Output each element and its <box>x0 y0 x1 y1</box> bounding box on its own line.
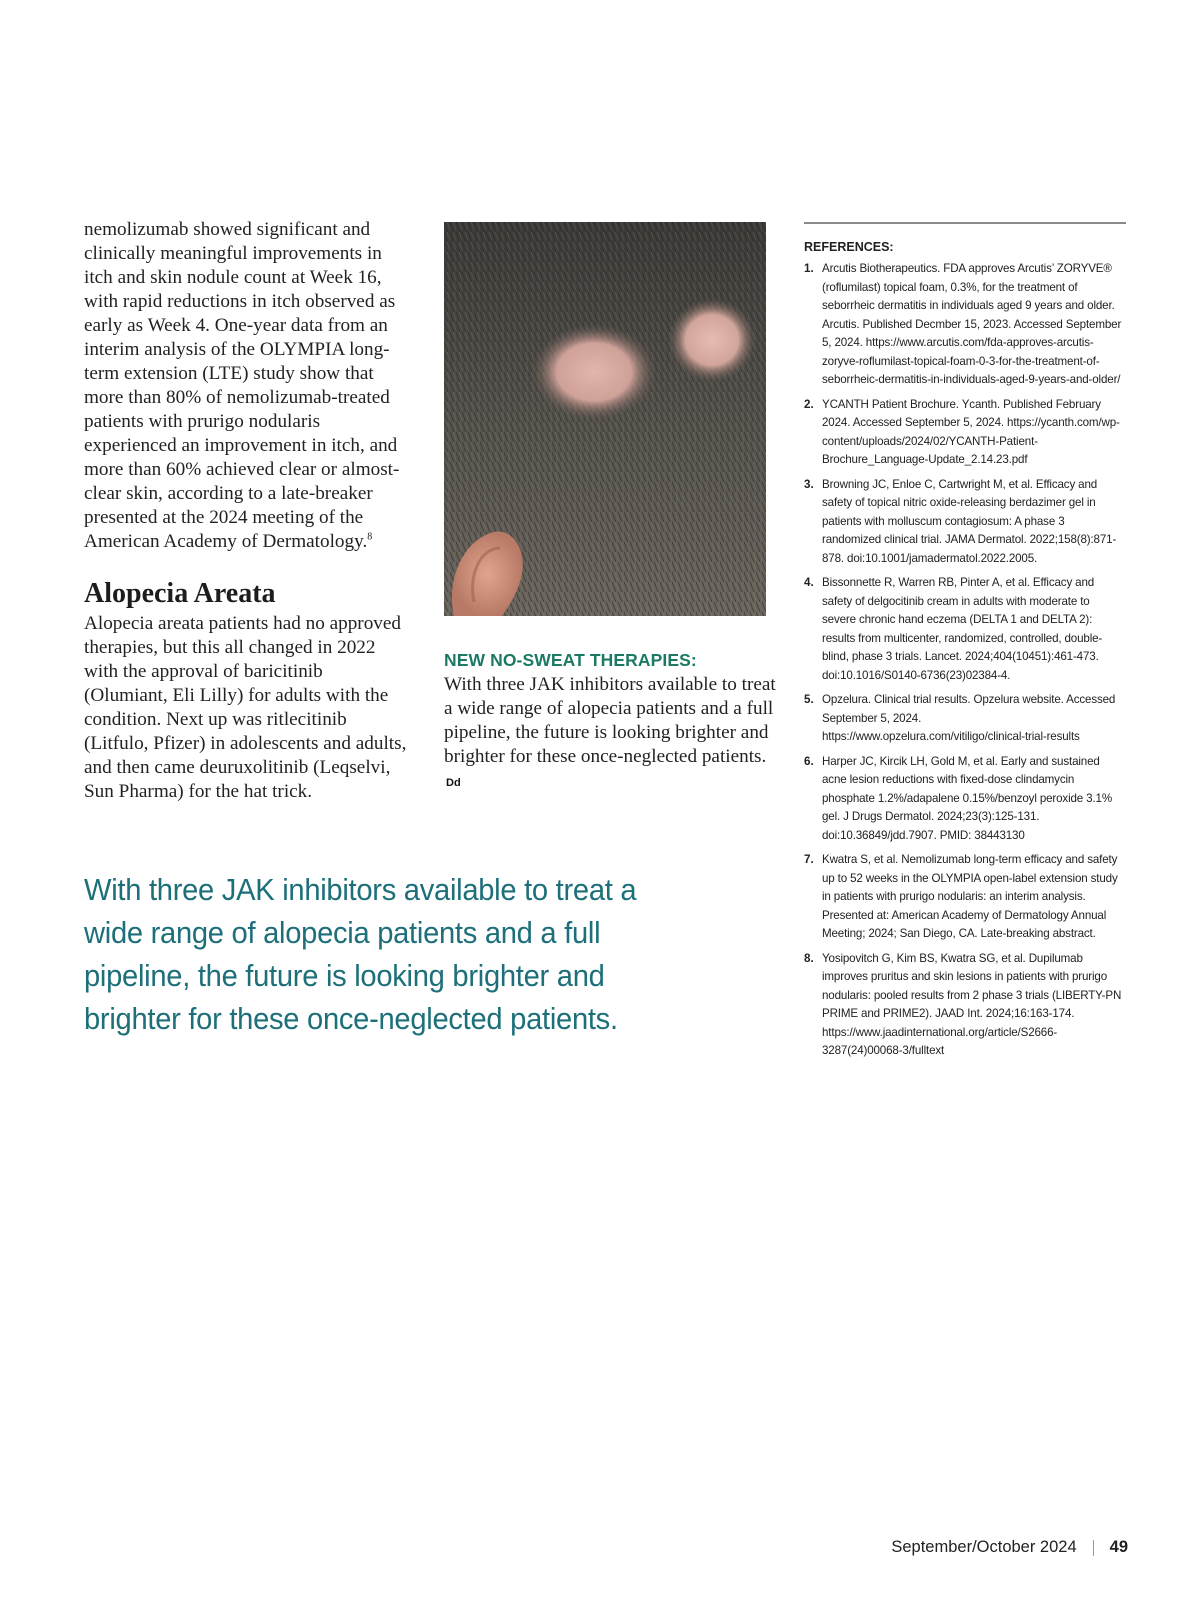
caption-text <box>444 673 778 795</box>
references-list <box>804 260 1126 1061</box>
reference-number: 4. <box>804 576 814 589</box>
caption-title: NEW NO-SWEAT THERAPIES: <box>444 650 697 670</box>
reference-item <box>804 476 1126 569</box>
reference-item <box>804 260 1126 390</box>
reference-item <box>804 396 1126 470</box>
section-heading: Alopecia Areata <box>84 578 276 609</box>
reference-text: YCANTH Patient Brochure. Ycanth. Published February 2024. Accessed September 5, 2024. https://ycanth.com/wp-content/uploads/2024/02/YCANTH-Patient-Brochure_Language-Update_2.14.23.pdf <box>822 397 1120 466</box>
body-paragraph-2: Alopecia areata patients had no approved therapies, but this all changed in 2022 with the approval of baricitinib (Olumiant, Eli Lilly) for adults with the condition. Next up was ritlecitinib (Litfulo, Pfizer) in adolescents and adults, and then came deuruxolitinib (Leqselvi, Sun Pharma) for the hat trick. <box>84 613 407 802</box>
reference-number: 3. <box>804 477 814 491</box>
reference-number: 6. <box>804 754 814 768</box>
reference-item <box>804 851 1126 944</box>
reference-text: Opzelura. Clinical trial results. Opzelura website. Accessed September 5, 2024. https://www.opzelura.com/vitiligo/clinical-trial-results <box>822 693 1116 743</box>
issue-date: September/October 2024 <box>891 1538 1077 1556</box>
reference-number: 5. <box>804 693 814 706</box>
pull-quote: With three JAK inhibitors available to treat a wide range of alopecia patients and a full pipeline, the future is looking brighter and brighter for these once-neglected patients. <box>84 872 637 1036</box>
reference-text: Harper JC, Kircik LH, Gold M, et al. Early and sustained acne lesion reductions with fixed-dose clindamycin phosphate 1.2%/adapalene 0.15%/benzoyl peroxide 3.1% gel. J Drugs Dermatol. 2024;23(3):125-131. doi:10.36849/jdd.7907. PMID: 38443130 <box>822 754 1112 842</box>
references-section <box>804 222 1126 1067</box>
reference-text: Yosipovitch G, Kim BS, Kwatra SG, et al. Dupilumab improves pruritus and skin lesions in patients with prurigo nodularis: pooled results from 2 phase 3 trials (LIBERTY-PN PRIME and PRIME2). JAAD Int. 2024;16:163-174. https://www.jaadinternational.org/article/S2666-3287(24)00068-3/fulltext <box>822 951 1122 1057</box>
references-title: REFERENCES: <box>804 240 894 254</box>
caption-body: With three JAK inhibitors available to treat a wide range of alopecia patients and a full pipeline, the future is looking brighter and brighter for these once-neglected patients. <box>444 674 776 767</box>
body-paragraph-1 <box>84 218 410 554</box>
reference-text: Kwatra S, et al. Nemolizumab long-term efficacy and safety up to 52 weeks in the OLYMPIA open-label extension study in patients with prurigo nodularis: an interim analysis. Presented at: American Academy of Dermatology Annual Meeting; 2024; San Diego, CA. Late-breaking abstract. <box>822 853 1118 940</box>
reference-text: Arcutis Biotherapeutics. FDA approves Arcutis’ ZORYVE® (roflumilast) topical foam, 0.3%, for the treatment of seborrheic dermatitis in individuals aged 9 years and older. Arcutis. Published Decmber 15, 2023. Accessed September 5, 2024. https://www.arcutis.com/fda-approves-arcutis-zoryve-roflumilast-topical-foam-0-3-for-the-treatment-of-seborrheic-dermatitis-in-individuals-aged-9-years-and-older/ <box>822 262 1122 386</box>
reference-number: 1. <box>804 262 814 275</box>
alopecia-photo-illustration <box>444 222 766 616</box>
page-number: 49 <box>1109 1538 1128 1556</box>
reference-superscript: 8 <box>367 531 373 543</box>
footer-divider <box>1093 1540 1094 1556</box>
end-mark: Dd <box>446 777 461 789</box>
photo-caption <box>444 650 778 795</box>
reference-item <box>804 691 1126 747</box>
reference-item <box>804 753 1126 846</box>
body-paragraph-1-text: nemolizumab showed significant and clinically meaningful improvements in itch and skin nodule count at Week 16, with rapid reductions in itch observed as early as Week 4. One-year data from an interim analysis of the OLYMPIA long-term extension (LTE) study show that more than 80% of nemolizumab-treated patients with prurigo nodularis experienced an improvement in itch, and more than 60% achieved clear or almost-clear skin, according to a late-breaker presented at the 2024 meeting of the American Academy of Dermatology. <box>84 219 400 552</box>
reference-number: 8. <box>804 951 814 965</box>
reference-item <box>804 950 1126 1061</box>
page-footer <box>891 1538 1128 1557</box>
reference-number: 7. <box>804 853 814 866</box>
main-column <box>84 218 410 804</box>
reference-text: Bissonnette R, Warren RB, Pinter A, et al. Efficacy and safety of delgocitinib cream in adults with moderate to severe chronic hand eczema (DELTA 1 and DELTA 2): results from multicenter, randomized, controlled, double-blind, phase 3 trials. Lancet. 2024;404(10451):461-473. doi:10.1016/S0140-6736(23)02384-4. <box>822 576 1103 682</box>
reference-text: Browning JC, Enloe C, Cartwright M, et al. Efficacy and safety of topical nitric oxide-releasing berdazimer gel in patients with molluscum contagiosum: A phase 3 randomized clinical trial. JAMA Dermatol. 2022;158(8):871-878. doi:10.1001/jamadermatol.2022.2005. <box>822 477 1117 565</box>
alopecia-photo <box>444 222 766 616</box>
reference-item <box>804 574 1126 685</box>
reference-number: 2. <box>804 397 814 411</box>
